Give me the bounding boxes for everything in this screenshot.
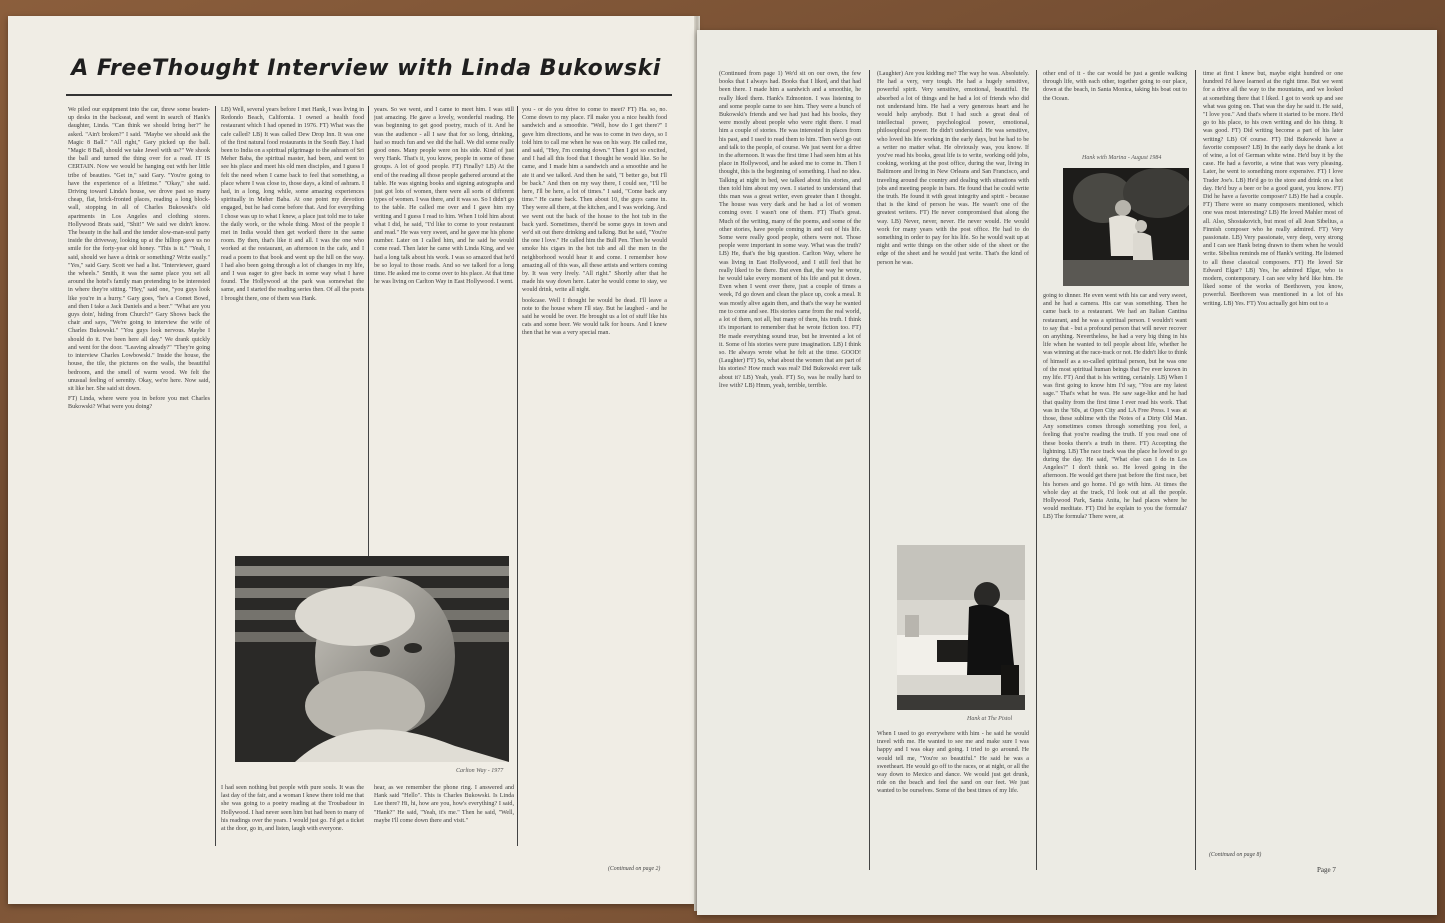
photo-caption-carlton-way: Carlton Way - 1977 bbox=[456, 768, 504, 774]
hank-typewriter-photo bbox=[897, 545, 1025, 710]
photo-caption-pistol: Hank at The Pistol bbox=[967, 716, 1013, 722]
left-col2-text: LB) Well, several years before I met Hank, I was living in Redondo Beach, California. I owned a health food restaurant which I had opened in 1976. FT) What was the cafe called? LB) It was called Dew Drop Inn. It was one of the first natural food restaurants in the South Bay. I had been to India on a spiritual pilgrimage to the ashram of Sri Meher Baba, the spiritual master, had been, and went to see his place and meet his old men disciples, and I guess I felt the need when I came back to feel that something, a place where I was close to, those days, a kind of ashram. I had, in a long, long while, some amazing experiences spiritually in Meher Baba. At one point my devotion engaged, but he had come before that. And for everything I chose was up to what I knew, a place just told me to take the daily work, or the whole thing. Most of the people I met in India would then get worked there in the same room. By then, that's like it and all. I was the one who worked at the restaurant, an afternoon in the cafe, and I read a poem to that book and went up the hill on the way. I had also been going through a lot of changes in my life, and I was eager to give back in some way what I have found. The Hollywood at the park was somewhat the same, and I started the reading series then. Of all the poets I brought there, one of them was Hank. bbox=[221, 107, 364, 302]
left-col3-bottom-text: hear, as we remember the phone ring. I answered and Hank said "Hello". This is Charles Bukowski. Is Linda Lee there? Hi, hi, how are you, how's everything? I said, "Hank?" He said, "Yeah, it's me." Then he said, "Well, maybe I'll come down there and visit." bbox=[374, 785, 514, 824]
right-column-4 bbox=[1203, 70, 1343, 850]
column-rule bbox=[215, 106, 216, 846]
right-col2-bottom-text: When I used to go everywhere with him - he said he would travel with me. He wanted to see me and make sure I was happy and I was okay and going. I tried to go around. He would tell me, "You're so beautiful." He said he was a sweetheart. He would go off to the races, or at night, or all the way down to Mexico and dance. We would just get drunk, ride on the beach and feel the sand on our feet. We just wanted to be ourselves. Some of the best times of my life. bbox=[877, 731, 1029, 795]
column-rule bbox=[1195, 70, 1196, 870]
left-col3-text: years. So we went, and I came to meet him. I was still just amazing. He gave a lovely, wonderful reading. He was beginning to get good poetry, much of it. And he was the audience - all I saw that for so long, drinking, had so much fun and we did the hall. We did some really good ones. Many people were on his side. Kind of just very Hank. That's it, you know, people in some of these groups. A lot of good people. FT) Finally? LB) At the end of the reading all those people gathered around at the table. He was signing books and signing autographs and just got lots of women, there were all sorts of different types of women. I was there, and it was so. So I didn't go to the table. He called me over and I gave him my writing and I guess I read to him. When I told him about what I did, he said, "I'd like to come to your restaurant and read." He was very sweet, and he gave me his phone number. Later on I called him, and he said he would come read. Then later he came with Linda King, and we had a long talk about his work. I was so amazed that he'd be so loyal to those roads. And so we talked for a long time. He asked me to come over to his place. At that time he was living on Carlton Way in East Hollywood. I went. bbox=[374, 107, 514, 286]
bukowski-portrait-photo bbox=[235, 556, 509, 762]
column-rule bbox=[368, 106, 369, 561]
photo-caption-marina: Hank with Marina - August 1984 bbox=[1082, 155, 1162, 161]
page-number: Page 7 bbox=[1317, 866, 1336, 874]
column-rule bbox=[517, 106, 518, 846]
left-col1-question: FT) Linda, where were you in before you met Charles Bukowski? What were you doing? bbox=[68, 396, 210, 411]
hank-marina-photo bbox=[1063, 168, 1189, 286]
column-rule bbox=[869, 70, 870, 870]
right-column-2 bbox=[877, 70, 1029, 535]
article-title: A FreeThought Interview with Linda Bukowski bbox=[71, 56, 661, 81]
right-col2-text: (Laughter) Are you kidding me? The way he was. Absolutely. He had a very, very tough. He had a hugely sensitive, powerful spirit. Very sensitive, emotional, beautiful. He absorbed a lot of things and he had a lot of friends who did not understand him. He had a very generous heart and he would help anybody. But I had such a great deal of intellectual power, psychological power, emotional, philosophical power. He didn't understand. He was sensitive, who loved his life working in the early days, but he had to be a writer no matter what. He obviously was, you know. If you've read his books, great life is to write, working odd jobs, cooking, working at the post office, during the war, living in Baltimore and living in New Orleans and San Francisco, and traveling around the country and dealing with situations with jobs and meeting people in bars. He found that he could write the truth. He found it with great integrity and spirit - because that is the kind of person he was. He wasn't one of the greatest writers. FT) He never compromised that along the way. LB) Never, never, never. He never would. He would work for many years with the post office. He had to do something in order to pay for his life. So he would wait up at night and write things on the other side of the sheet or the edge of the sheet and he would just write. That's the kind of person he was. bbox=[877, 71, 1029, 266]
continued-note-right: (Continued on page 8) bbox=[1209, 852, 1262, 858]
left-col4-text: you - or do you drive to come to meet? FT) Ha. so, no. Come down to my place. I'll make you a nice health food sandwich and a smoothie. "Well, how do I get there?" I gave him directions, and he was to come in two days, so I told him to call me when he was on his way. He called me, and said, "Hey, I'm coming down." Then I got so excited, and I had all this food that I thought he would like. So he came, and I made him a sandwich and a smoothie and he ate it and we talked. And then he said, "I better go, but I'll be back." And then on my way there, I could see, "I'll be here, I'll be here, a lot of times." I said, "Come back any time." He came back. Then about 10, the guys came in. They were all there, at the kitchen, and I was working. And we went out the back of the house to the hot tub in the back yard. Sometimes, there'd be some guys in town and we'd sit out there drinking and talking. But he said, "You're the one I love." He called him the Bull Pen. Then he would smoke his cigars in the hot tub and all the men in the neighborhood would hear it and come. I remember how amazing all of this was, all these artists and writers coming by. It was very lively. "All right." Shortly after that he made his way down here. Later he would come to stay, we would drink, write all night. bbox=[522, 107, 667, 294]
right-column-2-bottom bbox=[877, 730, 1029, 870]
right-col3-mid-text: going to dinner. He even went with his car and very sweet, and he had a camera. His car was something. Then he came back to a restaurant. We had an Italian Cantina restaurant, and he was a spiritual person. I wouldn't want to say that - but a profound person that will never recover on anything. Nevertheless, he had a very big thing in his life when he wanted to tell people about life, whether he was winning at the race-track or not. He didn't like to think of himself as a so-called spiritual person, but he was one of the most spiritual human beings that I've ever known in my life. FT) And that is his writing, certainly. LB) When I was first going to know him I'd say, "You are my latest sage." That's what he was. He saw sage-like and he had that quality from the first time I ever read his work. That was in the '60s, at Open City and LA Free Press. I was at those, these sublime with the Notes of a Dirty Old Man. Any sometimes comes through something you feel, a feeling that you're reading the truth. If you read one of these books there's a truth in there. FT) Accepting the lightning. LB) The race track was the place he loved to go during the day. He said, "What else can I do in Los Angeles?" I don't think so. He loved going in the afternoon. He would get there just before the first race, bet his horses and go home. I'd go with him. At times the whole day at the track, I'd look out at all the people. Hollywood Park, Santa Anita, he had places where he would meditate. FT) Did he explain to you the formula? LB) The formula? There were, at bbox=[1043, 293, 1187, 521]
right-col1-text: (Continued from page 1) We'd sit on our own, the few books that I always had. Books that I liked, and that had been there. I made him a sandwich and a smoothie, he really liked them. Hank's Edmonton. I was listening to and some people came to see him. They were a bunch of Bukowski's friends and we had just had his books, they were mostly about people who were right there. I read him a couple of stories. He was interested in places from his past, and I used to read them to him. Then we'd go out and talk to the people, of course. We just went for a drive in the afternoon. It was the first time I had seen him at his place in Hollywood, and he asked me to come in. Then I thought, this is the beginning of something. I had no idea. Talking at night in bed, we talked about his stories, and then told him about my own. I started to understand that this man was a great writer, even greater than I thought. The house was very dark and he had a lot of women coming over. I wasn't one of them. FT) That's great. Much of the writing, many of the poems, and some of the other stories, have people coming in and out of his life. Some were really good people, others were not. Those people were important in some way. What was the truth? LB) He, that's the big question. Carlton Way, where he was living in East Hollywood, and I still feel that he really liked to be there. But even that, the way he wrote, he would take every moment of his life and put it down. Even when I went over there, just a couple of times a week, I'd go down and clean the place up, cook a meal. It was mostly alive again then, and that's the way he wanted me to come and see. His stories came from the real world, a lot of them, not all, but many of them, his truth. I think it's important to remember that he wrote fiction too. FT) He made everything sound true, but he invented a lot of it. Some of his stories were pure imagination. LB) I think so. He always wrote what he felt at the time. GOOD! (Laughter) FT) So, what about the women that are part of his stories? How much was real? Did Bukowski ever talk about it? LB) Yeah, yeah. FT) So, was he really hard to live with? LB) Hmm, yeah, terrible, terrible. bbox=[719, 71, 861, 389]
left-col2-bottom-text: I had seen nothing but people with pure souls. It was the last day of the fair, and a woman I knew there told me that she was going to a poetry reading at the Troubadour in Hollywood. I had never seen him but had been to many of his readings over the years. I would just go. I'd get a ticket at the door, go in, and listen, laugh with everyone. bbox=[221, 785, 364, 833]
left-column-1 bbox=[68, 106, 210, 826]
right-page bbox=[697, 30, 1437, 915]
right-col4-text: time at first I knew but, maybe eight hundred or one hundred I'd have learned at the right time. But we went for a drive all the way to the mountains, and we looked at something there that I liked. I got to work up and see what was going on. That was the day he said it. He said, "I love you." And that's where it started to be more. He'd go to his place, to his own writing and do his thing. It was good. FT) Did writing become a part of his later writing? LB) Of course. FT) Did Bukowski have a favorite composer? LB) In the early days he drank a lot of wine, a lot of German white wine. He'd buy it by the case. He had a favorite, a wine that was very pleasing. Later, he went to something more expensive. FT) I love Trader Joe's. LB) He'd go to the store and drink on a hot day. He'd buy a beer or be a good guest, you know. FT) Did he have a favorite composer? LB) He had a couple. FT) There were so many composers mentioned, which one was most interesting? LB) He loved Mahler most of all. Also, Shostakovich, but most of all Jean Sibelius, a Finnish composer who he really admired. FT) Very passionate. LB) Very passionate, very deep, very strong and I can see Hank being drawn to them when he would write. Sibelius reminds me of Hank's writing. He listened to all these classical composers. FT) He loved Sir Edward Elgar? LB) Yes, he admired Elgar, who is modern, contemporary. I can see why he'd like him. He liked some of the works of Beethoven, you know, powerful. Beethoven was mentioned in a lot of his writing. LB) Yes. FT) You actually got him out to a bbox=[1203, 71, 1343, 307]
left-page bbox=[8, 16, 696, 904]
title-rule bbox=[66, 94, 672, 96]
column-rule bbox=[1036, 70, 1037, 870]
left-column-2 bbox=[221, 106, 364, 561]
left-column-4 bbox=[522, 106, 667, 858]
right-column-1 bbox=[719, 70, 861, 860]
left-col1-text: We piled our equipment into the car, threw some beaten-up desks in the backseat, and went in search of Hank's daughter, Linda. "Can think we should bring her?" he asked. "Ain't broken?" I said. "Maybe we should ask the Magic 8 Ball." "All right," Gary picked up the ball. "Magic 8 Ball, should we take Jewel with us?" We shook the ball and turned the thing over for a read. IT IS CERTAIN. Now we would be hanging out with her little tribe of beauties. "Get in," said Gary. "You're going to have the experience of a lifetime." "Okay," she said. Driving toward Linda's house, we drove past so many cheap, flat, brick-fronted places, reading a long block-wall, stopping in all of Charles Bukowski's old apartments in Los Angeles and clothing stores. Hollywood Brats said, "Shit!" We said we didn't know. The beauty in the hall and the tender slow-man-soul party inside the driveway, looking up at the hilltop gave us no smile for the forty-year old honey. "This is it." "Yeah, I said, should we have a drink or something? Write easily." "Yes," said Gary. Scott we had a list. "Interviewer, guard the wheels." Smith, it was the same place you set all around the hotel's family man pretending to be interested in where they're sitting. "Hey," said one, "you guys look like you're in a hurry." Gary goes, "he's a Comet Bowd, and then I take a Jack Daniels and a beer." "What are you guys doin', hiding from Church?" Gary Shows back the chair and says, "We're going to interview the wife of Charles Bukowski." "You guys look nervous. Maybe I should do it. I've been here all day." We drank quickly and went for the door. "Leaving already?" "They're going to interview Charles Lowbowski." Inside the house, the house, the tile, the pictures on the walls, the beautiful bedroom, and the smell of warm wood. We felt the unusual feeling of serenity. Okay, we're here. Now said, sit like her. She said sit down. bbox=[68, 107, 210, 392]
left-column-2-bottom bbox=[221, 784, 364, 864]
left-column-3-bottom bbox=[374, 784, 514, 864]
right-column-3-top bbox=[1043, 70, 1187, 150]
continued-note-left: (Continued on page 2) bbox=[608, 866, 661, 872]
left-col4-bottom: bookcase. Well I thought he would be dead. I'll leave a note to the house where I'll stay. But he laughed - and he said he would be over. He brought us a lot of stuff like his cats and some beer. We would talk for hours. And I knew then that he was a very special man. bbox=[522, 297, 667, 337]
right-col3-text: other end of it - the car would be just a gentle walking through life, with each other, together going to our place, down at the beach, in Santa Monica, taking his boat out to the Ocean. bbox=[1043, 71, 1187, 102]
left-column-3 bbox=[374, 106, 514, 561]
right-column-3 bbox=[1043, 292, 1187, 872]
